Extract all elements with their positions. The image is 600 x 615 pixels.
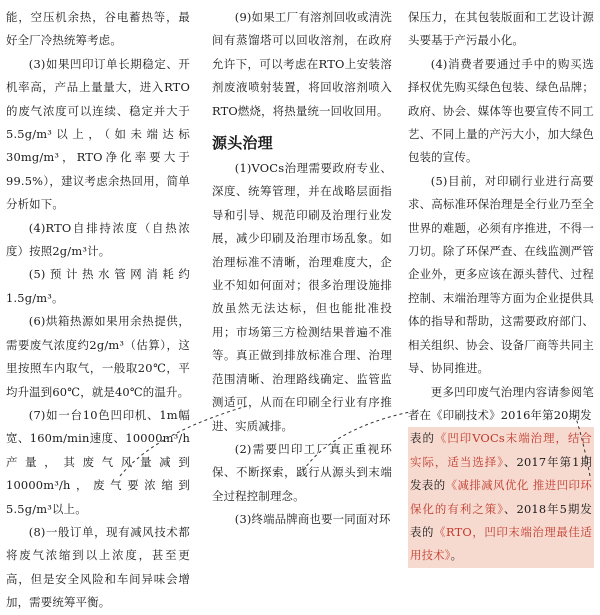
- more-reading-line: 更多凹印废气治理内容请参阅笔者在《印刷技术》2016年第20期发: [408, 384, 594, 422]
- left-para-continued: 能，空压机余热，谷电蓄热等，最好全厂冷热统筹考虑。: [6, 10, 190, 48]
- right-column: [408, 6, 594, 568]
- middle-para-9: (9)如果工厂有溶剂回收或清洗间有蒸馏塔可以回收溶剂，在政府允许下，可以考虑在RTO上安装溶剂废液喷射装置，将回收溶剂喷入RTO燃烧，将热量统一回收回用。: [212, 10, 392, 118]
- right-para-continued: 保压力，在其包装版面和工艺设计源头要基于产污最小化。: [408, 10, 594, 48]
- middle-para-2: (2)需要凹印工厂真正重视环保、不断探索，践行从源头到末端全过程控制理念。: [212, 441, 392, 503]
- section-heading: 源头治理: [212, 134, 273, 153]
- reference-block: [408, 427, 594, 567]
- middle-para-3: (3)终端品牌商也要一同面对环: [234, 512, 391, 527]
- reference-title: 《减排减风优化 推进凹印环保化的有利之策》: [410, 478, 592, 516]
- left-column: [6, 6, 190, 615]
- left-para-3: (3)如果凹印订单长期稳定、开机率高，产品上量量大，进入RTO的废气浓度可以连续、稳定并大于5.5g/m³以上，（如未端达标30mg/m³，RTO净化率要大于99.5%），建议考虑余热回用，简单分析如下。: [6, 56, 190, 212]
- left-para-6: (6)烘箱热源如果用余热提供，需要废气浓度约2g/m³（估算），这里按照车内取气，一般取20℃，平均升温到60℃，就是40℃的温升。: [6, 314, 190, 399]
- reference-title: 《RTO，凹印末端治理最佳适用技术》: [410, 524, 592, 563]
- reference-text: 、2017年第1期发表的: [410, 454, 592, 493]
- left-para-4: (4)RTO自排持浓度（自热浓度）按照2g/m³计。: [6, 220, 190, 259]
- left-para-5: (5)预计热水管网消耗约1.5g/m³。: [6, 267, 190, 305]
- reference-text: 表的: [410, 431, 435, 446]
- right-para-5: (5)目前，对印刷行业进行高要求、高标准环保治理是全行业乃至全世界的难题，必须有序推进，不得一刀切。除了环保严查、在线监测严管企业外，更多应该在源头替代、过程控制、末端治理等方面为企业提供具体的指导和帮助，这需要政府部门、相关组织、协会、设备厂商等共同主导、协同推进。: [408, 173, 594, 376]
- right-para-4: (4)消费者要通过手中的购买选择权优先购买绿色包装、绿色品牌；政府、协会、媒体等也要宣传不同工艺、不同上量的产污大小，加大绿色包装的宣传。: [408, 56, 594, 165]
- left-para-8: (8)一般订单，现有减风技术都将废气浓缩到以上浓度，甚至更高，但是安全风险和车间异味会增加，需要统筹平衡。: [6, 524, 190, 610]
- middle-column: [212, 6, 392, 532]
- reference-text: 、2018年5期发表的: [410, 501, 592, 539]
- middle-para-1: (1)VOCs治理需要政府专业、深度、统筹管理，并在战略层面指导和引导、规范印刷及治理行业发展，减少印刷及治理市场乱象。如治理标准不清晰，治理难度大，企业不知如何面对；很多治理设施排放虽然无法达标，但也能批准投用；市场第三方检测结果普遍不准等。真正做到排放标准合理、治理范围清晰、治理路线确定、监管监测适可，从而在印刷全行业有序推进、实质减排。: [212, 161, 392, 433]
- left-para-7: (7)如一台10色凹印机、1m幅宽、160m/min速度、10000m³/h产量，其废气风量减到10000m³/h，废气要浓缩到5.5g/m³以上。: [6, 407, 190, 516]
- reference-title: 《凹印VOCs末端治理，结合实际，适当选择》: [410, 431, 592, 469]
- reference-text: 。: [450, 548, 463, 563]
